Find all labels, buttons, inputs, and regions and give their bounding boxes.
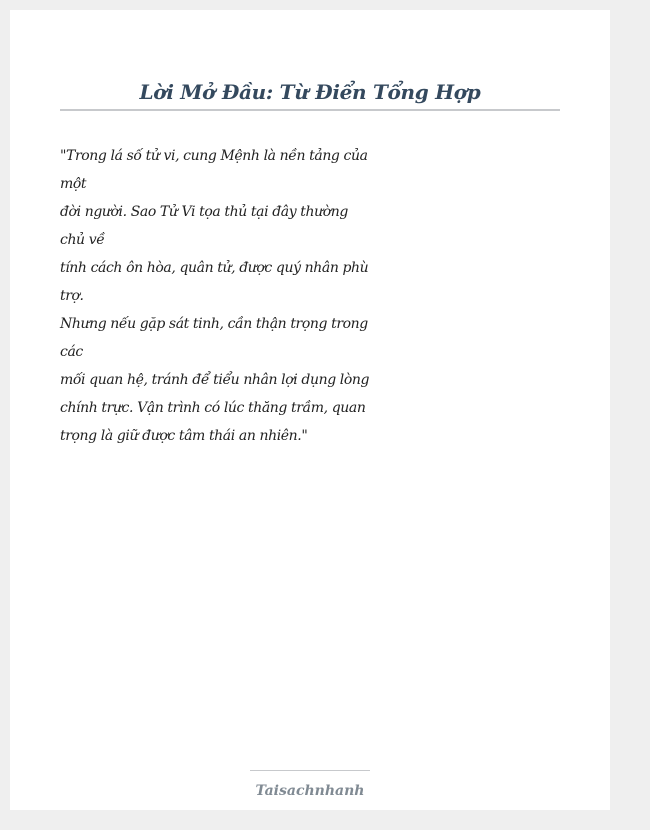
footer-brand: Taisachnhanh — [255, 783, 365, 799]
poem-text — [60, 142, 370, 450]
poem-line: các — [60, 344, 83, 360]
poem-line: trợ. — [60, 288, 84, 304]
title-divider — [60, 109, 560, 111]
footer-divider — [250, 770, 370, 771]
poem-line: "Trong lá số tử vi, cung Mệnh là nền tảng của — [60, 148, 368, 164]
poem-line: chủ về — [60, 232, 105, 248]
poem-line: mối quan hệ, tránh để tiểu nhân lợi dụng lòng — [60, 372, 370, 388]
poem-line: tính cách ôn hòa, quân tử, được quý nhân phù — [60, 260, 369, 276]
poem-line: đời người. Sao Tử Vi tọa thủ tại đây thường — [60, 204, 348, 220]
poem-line: chính trực. Vận trình có lúc thăng trầm, quan — [60, 400, 366, 416]
poem-line: Nhưng nếu gặp sát tinh, cần thận trọng trong — [60, 316, 368, 332]
poem-line: một — [60, 176, 87, 192]
document-page — [10, 10, 610, 810]
page-title: Lời Mở Đầu: Từ Điển Tổng Hợp — [139, 80, 481, 104]
poem-line: trọng là giữ được tâm thái an nhiên." — [60, 428, 308, 444]
